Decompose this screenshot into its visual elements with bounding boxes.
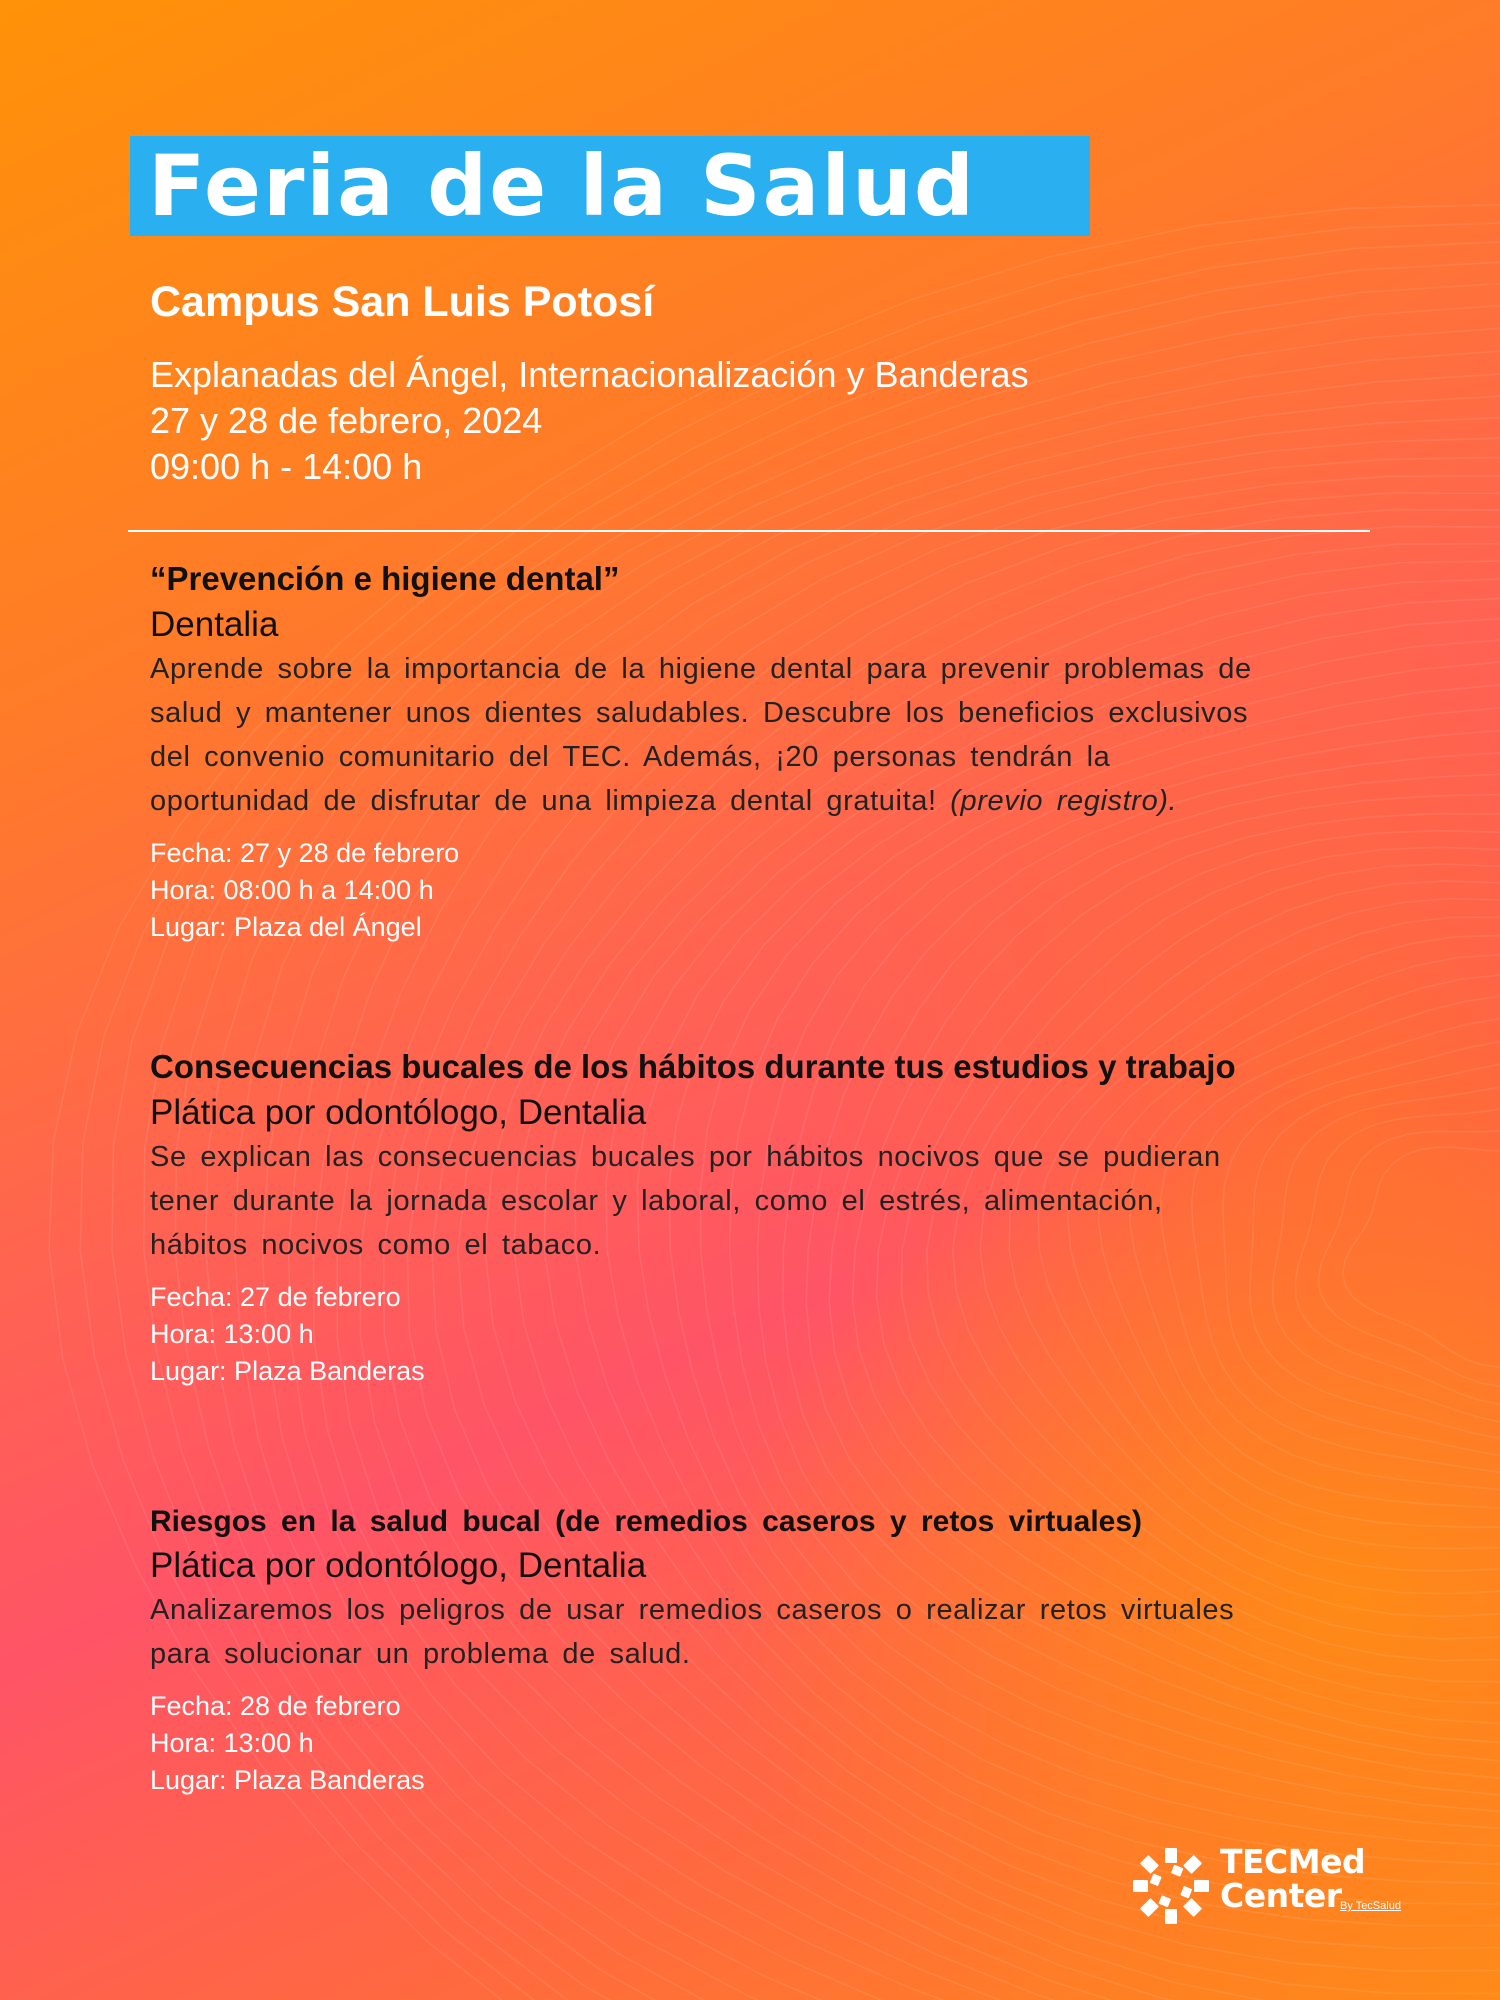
event-dental-hygiene [150,555,1250,946]
event-title: Consecuencias bucales de los hábitos durante tus estudios y trabajo [150,1048,1236,1085]
event-description: Se explican las consecuencias bucales por hábitos nocivos que se pudieran tener durante la jornada escolar y laboral, como el estrés, alimentación, hábitos nocivos como el tabaco. [150,1141,1221,1261]
event-time: Hora: 08:00 h a 14:00 h [150,875,434,905]
general-hours: 09:00 h - 14:00 h [150,446,423,487]
divider [128,530,1370,532]
event-description [150,647,1260,823]
tecmed-center-logo [1128,1843,1408,1935]
logo-byline: By TecSalud [1340,1900,1401,1912]
event-place: Lugar: Plaza Banderas [150,1356,425,1386]
event-description: Analizaremos los peligros de usar remedios caseros o realizar retos virtuales para solucionar un problema de salud. [150,1594,1235,1670]
event-time: Hora: 13:00 h [150,1319,314,1349]
event-place: Lugar: Plaza Banderas [150,1765,425,1795]
event-details [150,835,1250,946]
logo-line-1: TECMed [1220,1842,1366,1881]
event-oral-health-risks [150,1500,1280,1799]
event-registration-note: (previo registro). [950,785,1178,817]
event-date: Fecha: 28 de febrero [150,1691,401,1721]
event-description-text: Aprende sobre la importancia de la higiene dental para prevenir problemas de salud y mantener unos dientes saludables. Descubre los beneficios exclusivos del convenio comunitario del TEC. Además, ¡20 personas tendrán la oportunidad de disfrutar de una limpieza dental gratuita! [150,653,1252,817]
event-place: Lugar: Plaza del Ángel [150,912,422,942]
event-date: Fecha: 27 y 28 de febrero [150,838,460,868]
event-details [150,1279,1280,1390]
event-details [150,1688,1280,1799]
campus-name: Campus San Luis Potosí [150,278,655,326]
event-oral-habits [150,1043,1280,1390]
event-date: Fecha: 27 de febrero [150,1282,401,1312]
event-general-info [150,352,1029,490]
event-subtitle: Dentalia [150,605,279,644]
event-time: Hora: 13:00 h [150,1728,314,1758]
event-title: “Prevención e higiene dental” [150,560,620,597]
general-dates: 27 y 28 de febrero, 2024 [150,400,543,441]
tecmed-center-logo-icon [1128,1843,1214,1929]
event-subtitle: Plática por odontólogo, Dentalia [150,1093,647,1132]
event-title: Riesgos en la salud bucal (de remedios caseros y retos virtuales) [150,1505,1143,1538]
general-location: Explanadas del Ángel, Internacionalización y Banderas [150,354,1029,395]
page-title: Feria de la Salud [148,137,977,235]
title-banner [130,136,1090,236]
logo-line-2: Center [1220,1876,1342,1915]
event-subtitle: Plática por odontólogo, Dentalia [150,1546,647,1585]
